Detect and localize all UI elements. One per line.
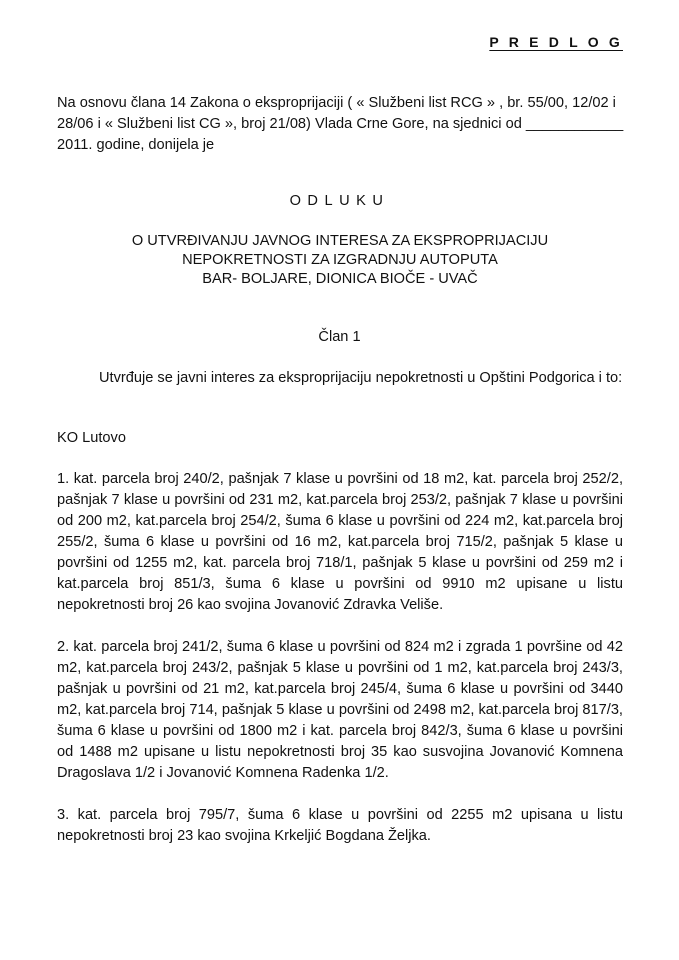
subtitle-line-2: NEPOKRETNOSTI ZA IZGRADNJU AUTOPUTA [182,252,498,268]
document-subtitle [80,232,600,289]
parcel-item-3: 3. kat. parcela broj 795/7, šuma 6 klase u površini od 2255 m2 upisana u listu nepokretnosti broj 23 kao svojina Krkeljić Bogdana Željka. [57,807,623,844]
parcel-item-2: 2. kat. parcela broj 241/2, šuma 6 klase u površini od 824 m2 i zgrada 1 površine od 42 m2, kat.parcela broj 243/2, pašnjak 5 klase u površini od 1 m2, kat.parcela broj 243/3, pašnjak u površini od 21 m2, kat.parcela broj 245/4, šuma 6 klase u površini od 3440 m2, kat.parcela broj 714, pašnjak 5 klase u površini od 2498 m2, kat.parcela broj 817/3, šuma 6 klase u površini od 1800 m2 i kat. parcela broj 842/3, šuma 6 klase u površini od 1488 m2 upisane u listu nepokretnosti broj 35 kao susvojina Jovanović Komnena Dragoslava 1/2 i Jovanović Komnena Radenka 1/2. [57,639,623,781]
article-heading: Član 1 [318,329,361,345]
cadastral-municipality: KO Lutovo [57,430,126,446]
legal-basis-paragraph: Na osnovu člana 14 Zakona o eksproprijaciji ( « Službeni list RCG » , br. 55/00, 12/02 i 28/06 i « Službeni list CG », broj 21/08) Vlada Crne Gore, na sjednici od ____________ 2011. godine, donijela je [57,95,624,153]
parcel-item-1: 1. kat. parcela broj 240/2, pašnjak 7 klase u površini od 18 m2, kat. parcela broj 252/2, pašnjak 7 klase u površini od 231 m2, kat.parcela broj 253/2, pašnjak 7 klase u površini od 200 m2, kat.parcela broj 254/2, šuma 6 klase u površini od 224 m2, kat.parcela broj 255/2, šuma 6 klase u površini od 16 m2, kat.parcela broj 715/2, pašnjak 5 klase u površini od 1255 m2, kat. parcela broj 718/1, pašnjak 5 klase u površini od 259 m2 i kat.parcela broj 851/3, šuma 6 klase u površini od 9910 m2 upisane u listu nepokretnosti broj 26 kao svojina Jovanović Zdravka Veliše. [57,471,623,613]
article-intro-paragraph: Utvrđuje se javni interes za eksproprijaciju nepokretnosti u Opštini Podgorica i to: [99,370,623,386]
document-title: ODLUKU [289,193,390,209]
subtitle-line-1: O UTVRĐIVANJU JAVNOG INTERESA ZA EKSPROPRIJACIJU [131,233,549,249]
predlog-label: P R E D L O G [489,34,623,50]
subtitle-line-3: BAR- BOLJARE, DIONICA BIOČE - UVAČ [202,271,478,287]
